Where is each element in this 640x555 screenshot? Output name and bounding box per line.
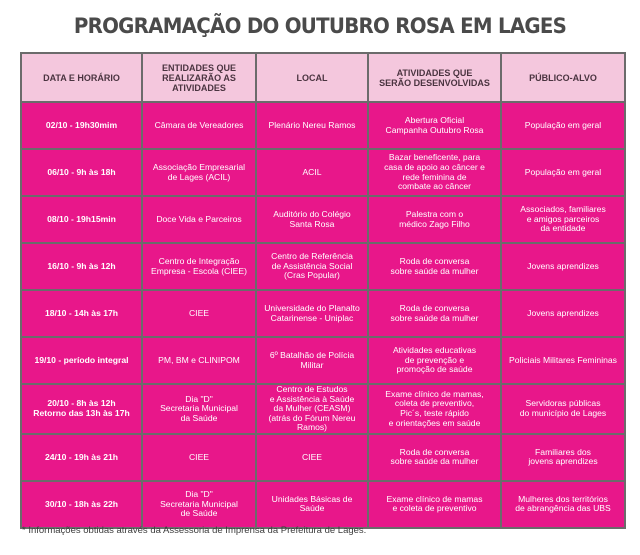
- cell-entity: Doce Vida e Parceiros: [142, 196, 256, 243]
- cell-location: Plenário Nereu Ramos: [256, 102, 368, 149]
- cell-location: Centro de Estudos e Assistência à Saúde da Mulher (CEASM) (atrás do Fórum Nereu Ramos): [256, 384, 368, 434]
- cell-entity: CIEE: [142, 434, 256, 481]
- header-entities: ENTIDADES QUE REALIZARÃO AS ATIVIDADES: [142, 53, 256, 102]
- cell-entity: Câmara de Vereadores: [142, 102, 256, 149]
- footnote: * Informações obtidas através da Assessoria de Imprensa da Prefeitura de Lages.: [22, 525, 367, 536]
- cell-date-time: 16/10 - 9h às 12h: [21, 243, 142, 290]
- cell-audience: População em geral: [501, 102, 625, 149]
- header-date-time: DATA E HORÁRIO: [21, 53, 142, 102]
- page-title: PROGRAMAÇÃO DO OUTUBRO ROSA EM LAGES: [73, 14, 567, 39]
- table-row: [21, 149, 625, 196]
- header-audience: PÚBLICO-ALVO: [501, 53, 625, 102]
- cell-audience: Jovens aprendizes: [501, 243, 625, 290]
- cell-entity: PM, BM e CLINIPOM: [142, 337, 256, 384]
- cell-activity: Exame clínico de mamas, coleta de preventivo, Pic´s, teste rápido e orientações em saúde: [368, 384, 501, 434]
- cell-date-time: 06/10 - 9h às 18h: [21, 149, 142, 196]
- table-row: [21, 434, 625, 481]
- cell-activity: Abertura Oficial Campanha Outubro Rosa: [368, 102, 501, 149]
- header-activities: ATIVIDADES QUE SERÃO DESENVOLVIDAS: [368, 53, 501, 102]
- cell-location: Centro de Referência de Assistência Social (Cras Popular): [256, 243, 368, 290]
- cell-audience: Mulheres dos territórios de abrangência das UBS: [501, 481, 625, 528]
- schedule-table: [20, 52, 626, 529]
- table-row: [21, 196, 625, 243]
- cell-activity: Atividades educativas de prevenção e promoção de saúde: [368, 337, 501, 384]
- cell-activity: Palestra com o médico Zago Filho: [368, 196, 501, 243]
- table-header-row: [21, 53, 625, 102]
- cell-location: Unidades Básicas de Saúde: [256, 481, 368, 528]
- cell-activity: Bazar beneficente, para casa de apoio ao câncer e rede feminina de combate ao câncer: [368, 149, 501, 196]
- cell-activity: Exame clínico de mamas e coleta de preventivo: [368, 481, 501, 528]
- cell-date-time: 24/10 - 19h às 21h: [21, 434, 142, 481]
- table-row: [21, 102, 625, 149]
- cell-date-time: 19/10 - período integral: [21, 337, 142, 384]
- table-row: [21, 337, 625, 384]
- table-row: [21, 243, 625, 290]
- cell-audience: Servidoras públicas do município de Lages: [501, 384, 625, 434]
- cell-location: Auditório do Colégio Santa Rosa: [256, 196, 368, 243]
- cell-entity: Centro de Integração Empresa - Escola (CIEE): [142, 243, 256, 290]
- cell-audience: Jovens aprendizes: [501, 290, 625, 337]
- cell-location: Universidade do Planalto Catarinense - Uniplac: [256, 290, 368, 337]
- cell-location: CIEE: [256, 434, 368, 481]
- cell-activity: Roda de conversa sobre saúde da mulher: [368, 243, 501, 290]
- cell-audience: Policiais Militares Femininas: [501, 337, 625, 384]
- cell-location: ACIL: [256, 149, 368, 196]
- table-row: [21, 481, 625, 528]
- cell-date-time: 02/10 - 19h30mim: [21, 102, 142, 149]
- cell-audience: Associados, familiares e amigos parceiros da entidade: [501, 196, 625, 243]
- cell-date-time: 20/10 - 8h às 12h Retorno das 13h às 17h: [21, 384, 142, 434]
- header-location: LOCAL: [256, 53, 368, 102]
- cell-date-time: 30/10 - 18h às 22h: [21, 481, 142, 528]
- cell-entity: Dia "D" Secretaria Municipal da Saúde: [142, 384, 256, 434]
- cell-date-time: 08/10 - 19h15min: [21, 196, 142, 243]
- table-row: [21, 290, 625, 337]
- cell-entity: CIEE: [142, 290, 256, 337]
- cell-date-time: 18/10 - 14h às 17h: [21, 290, 142, 337]
- cell-audience: População em geral: [501, 149, 625, 196]
- cell-entity: Associação Empresarial de Lages (ACIL): [142, 149, 256, 196]
- cell-entity: Dia "D" Secretaria Municipal de Saúde: [142, 481, 256, 528]
- cell-location: 6º Batalhão de Polícia Militar: [256, 337, 368, 384]
- table-row: [21, 384, 625, 434]
- cell-audience: Familiares dos jovens aprendizes: [501, 434, 625, 481]
- cell-activity: Roda de conversa sobre saúde da mulher: [368, 290, 501, 337]
- cell-activity: Roda de conversa sobre saúde da mulher: [368, 434, 501, 481]
